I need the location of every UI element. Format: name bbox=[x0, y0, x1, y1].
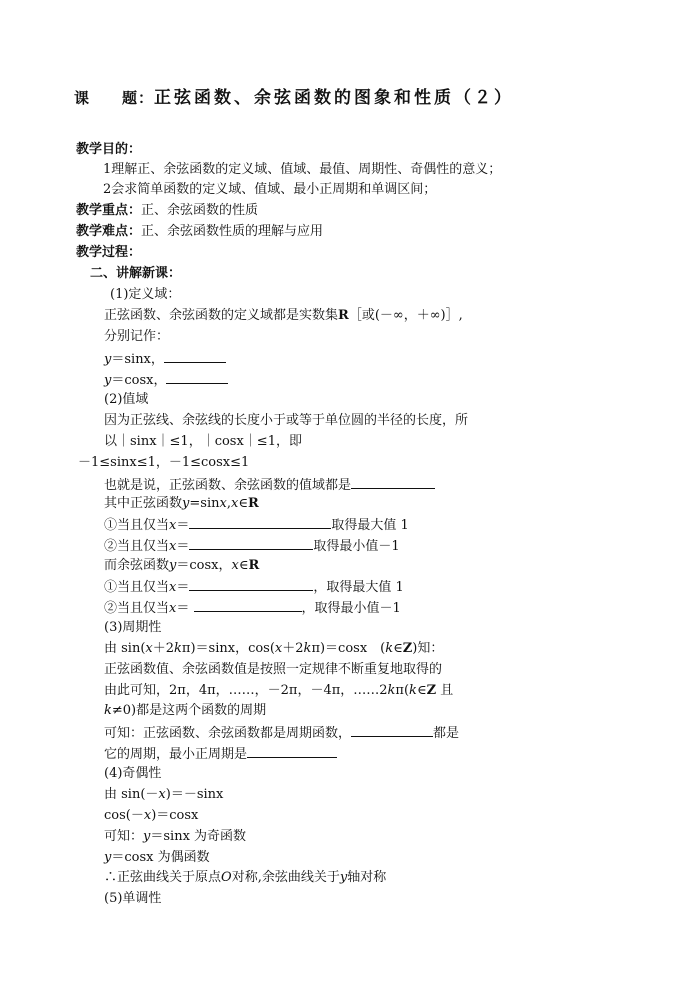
period-l4-b: ≠0)都是这两个函数的周期 bbox=[111, 703, 267, 718]
parity-l2-x: x bbox=[143, 808, 152, 823]
cos-min-row bbox=[104, 597, 401, 619]
period-l3-k2: k bbox=[409, 683, 417, 698]
cos-intro-R: R bbox=[248, 558, 260, 573]
process-heading: 教学过程： bbox=[76, 245, 142, 260]
period-l5-a: 可知：正弦函数、余弦函数都是周期函数， bbox=[104, 726, 352, 741]
period-l1-e: π)＝cosx ( bbox=[311, 641, 386, 656]
domain-cos-y: y bbox=[104, 373, 112, 388]
range-line-5-c: , bbox=[226, 496, 231, 511]
sin-max-row bbox=[104, 514, 409, 536]
parity-l5-O: O bbox=[221, 870, 232, 885]
period-l1-Z: Z bbox=[402, 641, 413, 656]
range-line-5-b: =sin bbox=[189, 496, 220, 511]
domain-line-2: 分别记作： bbox=[104, 329, 170, 344]
cos-min-a: ②当且仅当 bbox=[104, 601, 170, 616]
goals-heading: 教学目的： bbox=[76, 142, 142, 157]
domain-sin-blank bbox=[164, 348, 226, 363]
period-l3-a: 由此可知，2π，4π，……，－2π，－4π，……2 bbox=[104, 683, 388, 698]
range-line-5-d: ∈ bbox=[238, 496, 248, 511]
range-blank bbox=[351, 474, 435, 489]
cos-min-x: x bbox=[169, 601, 177, 616]
parity-heading: (4)奇偶性 bbox=[104, 766, 162, 781]
period-line-1 bbox=[104, 639, 443, 659]
parity-line-1 bbox=[104, 785, 223, 805]
period-line-2: 正弦函数值、余弦函数值是按照一定规律不断重复地取得的 bbox=[104, 662, 443, 677]
domain-R: R bbox=[338, 308, 349, 323]
sin-min-blank bbox=[189, 535, 313, 550]
sin-min-b: ＝ bbox=[176, 539, 190, 554]
sin-min-row bbox=[104, 535, 400, 557]
period-l3-b: π( bbox=[395, 683, 410, 698]
cos-intro-x: x bbox=[231, 558, 239, 573]
period-l1-c: π)＝sinx，cos( bbox=[181, 641, 275, 656]
title-text: 正弦函数、余弦函数的图象和性质（２） bbox=[154, 88, 515, 108]
difficulty-row bbox=[76, 222, 323, 242]
range-line-3: －1≤sinx≤1，－1≤cosx≤1 bbox=[78, 455, 250, 470]
title-label: 课 题： bbox=[74, 89, 155, 107]
sin-min-a: ②当且仅当 bbox=[104, 539, 170, 554]
difficulty-text: 正、余弦函数性质的理解与应用 bbox=[141, 224, 324, 239]
parity-l3-b: ＝sinx 为奇函数 bbox=[150, 829, 247, 844]
sin-max-x: x bbox=[169, 518, 177, 533]
range-line-5-x2: x bbox=[230, 496, 239, 511]
period-l1-g: )知： bbox=[412, 641, 444, 656]
parity-line-5 bbox=[104, 868, 386, 888]
parity-line-2 bbox=[104, 806, 198, 826]
parity-l1-b: )＝－sinx bbox=[165, 787, 224, 802]
range-heading: (2)值域 bbox=[104, 392, 149, 407]
period-l6-text: 它的周期，最小正周期是 bbox=[104, 747, 248, 762]
cos-min-blank bbox=[194, 597, 302, 612]
cos-max-c: ，取得最大值 1 bbox=[313, 580, 404, 595]
range-line-4 bbox=[104, 474, 435, 496]
monotonic-heading: (5)单调性 bbox=[104, 891, 162, 906]
parity-l4-b: ＝cosx 为偶函数 bbox=[111, 850, 210, 865]
parity-l1-a: 由 sin(－ bbox=[104, 787, 159, 802]
cos-max-blank bbox=[189, 576, 313, 591]
cos-max-x: x bbox=[169, 580, 177, 595]
cos-intro-y: y bbox=[169, 558, 177, 573]
goal-item-1: 1理解正、余弦函数的定义域、值域、最值、周期性、奇偶性的意义； bbox=[103, 162, 502, 177]
period-l3-k: k bbox=[387, 683, 396, 698]
range-line-1: 因为正弦线、余弦线的长度小于或等于单位圆的半径的长度，所 bbox=[104, 413, 469, 428]
range-line-2: 以｜sinx｜≤1，｜cosx｜≤1，即 bbox=[104, 434, 302, 449]
sin-min-c: 取得最小值－1 bbox=[313, 539, 400, 554]
sin-max-blank bbox=[189, 514, 331, 529]
domain-line-1-text: 正弦函数、余弦函数的定义域都是实数集 bbox=[104, 308, 339, 323]
period-l5-b: 都是 bbox=[433, 726, 460, 741]
parity-l3-a: 可知： bbox=[104, 829, 144, 844]
cos-max-a: ①当且仅当 bbox=[104, 580, 170, 595]
section2-heading: 二、讲解新课： bbox=[90, 266, 182, 281]
sin-max-c: 取得最大值 1 bbox=[331, 518, 409, 533]
domain-line-1-tail: ［或(－∞，＋∞)］, bbox=[348, 308, 463, 323]
parity-line-4 bbox=[104, 848, 210, 868]
parity-l5-b: 对称,余弦曲线关于 bbox=[231, 870, 340, 885]
page-title bbox=[74, 88, 514, 108]
parity-line-3 bbox=[104, 827, 246, 847]
cos-min-c: ，取得最小值－1 bbox=[301, 601, 401, 616]
cos-intro-c: ∈ bbox=[238, 558, 249, 573]
period-l1-d: ＋2 bbox=[282, 641, 304, 656]
period-l3-c: ∈ bbox=[416, 683, 427, 698]
parity-l1-x: x bbox=[158, 787, 166, 802]
period-l1-x: x bbox=[145, 641, 153, 656]
period-blank-1 bbox=[351, 722, 433, 737]
domain-sin-y: y bbox=[104, 352, 112, 367]
period-l1-k: k bbox=[174, 641, 182, 656]
sin-max-a: ①当且仅当 bbox=[104, 518, 170, 533]
period-l1-a: 由 sin( bbox=[104, 641, 146, 656]
range-line-4-text: 也就是说，正弦函数、余弦函数的值域都是 bbox=[104, 478, 352, 493]
range-line-5-x: x bbox=[219, 496, 227, 511]
sin-max-b: ＝ bbox=[176, 518, 190, 533]
cos-max-b: ＝ bbox=[176, 580, 190, 595]
period-l1-k2: k bbox=[303, 641, 312, 656]
domain-cos-blank bbox=[166, 369, 228, 384]
cos-intro-b: ＝cosx， bbox=[176, 558, 232, 573]
period-l1-f: ∈ bbox=[393, 641, 403, 656]
cos-min-b: ＝ bbox=[176, 601, 194, 616]
goal-item-2: 2会求简单函数的定义域、值域、最小正周期和单调区间； bbox=[103, 182, 437, 197]
key-point-text: 正、余弦函数的性质 bbox=[141, 203, 259, 218]
key-point-heading: 教学重点： bbox=[76, 203, 142, 218]
period-line-5 bbox=[104, 722, 459, 744]
period-blank-2 bbox=[247, 743, 337, 758]
period-line-3 bbox=[104, 681, 453, 701]
period-line-4 bbox=[104, 701, 266, 721]
domain-sin-text: ＝sinx， bbox=[111, 352, 164, 367]
parity-l4-y: y bbox=[104, 850, 112, 865]
period-line-6 bbox=[104, 743, 337, 765]
key-point-row bbox=[76, 201, 258, 221]
range-line-5-R: R bbox=[247, 496, 259, 511]
cos-intro-a: 而余弦函数 bbox=[104, 558, 170, 573]
period-l4-k: k bbox=[104, 703, 112, 718]
cos-intro-row bbox=[104, 556, 259, 576]
range-line-5-y: y bbox=[182, 496, 190, 511]
parity-l5-a: ∴正弦曲线关于原点 bbox=[104, 870, 222, 885]
parity-l3-y: y bbox=[143, 829, 151, 844]
period-heading: (3)周期性 bbox=[104, 620, 162, 635]
parity-l2-a: cos(－ bbox=[104, 808, 144, 823]
period-l3-d: 且 bbox=[436, 683, 454, 698]
period-l3-Z: Z bbox=[426, 683, 437, 698]
parity-l2-b: )＝cosx bbox=[151, 808, 199, 823]
parity-l5-y: y bbox=[339, 870, 348, 885]
period-l1-x2: x bbox=[274, 641, 283, 656]
domain-heading: (1)定义域： bbox=[110, 287, 181, 302]
domain-cos-row bbox=[104, 369, 228, 391]
domain-cos-text: ＝cosx， bbox=[111, 373, 167, 388]
parity-l5-c: 轴对称 bbox=[347, 870, 387, 885]
range-line-5 bbox=[104, 494, 259, 514]
range-line-5-a: 其中正弦函数 bbox=[104, 496, 183, 511]
cos-max-row bbox=[104, 576, 404, 598]
domain-sin-row bbox=[104, 348, 226, 370]
domain-line-1 bbox=[104, 306, 463, 326]
difficulty-heading: 教学难点： bbox=[76, 224, 142, 239]
sin-min-x: x bbox=[169, 539, 177, 554]
period-l1-k3: k bbox=[385, 641, 394, 656]
period-l1-b: ＋2 bbox=[152, 641, 175, 656]
